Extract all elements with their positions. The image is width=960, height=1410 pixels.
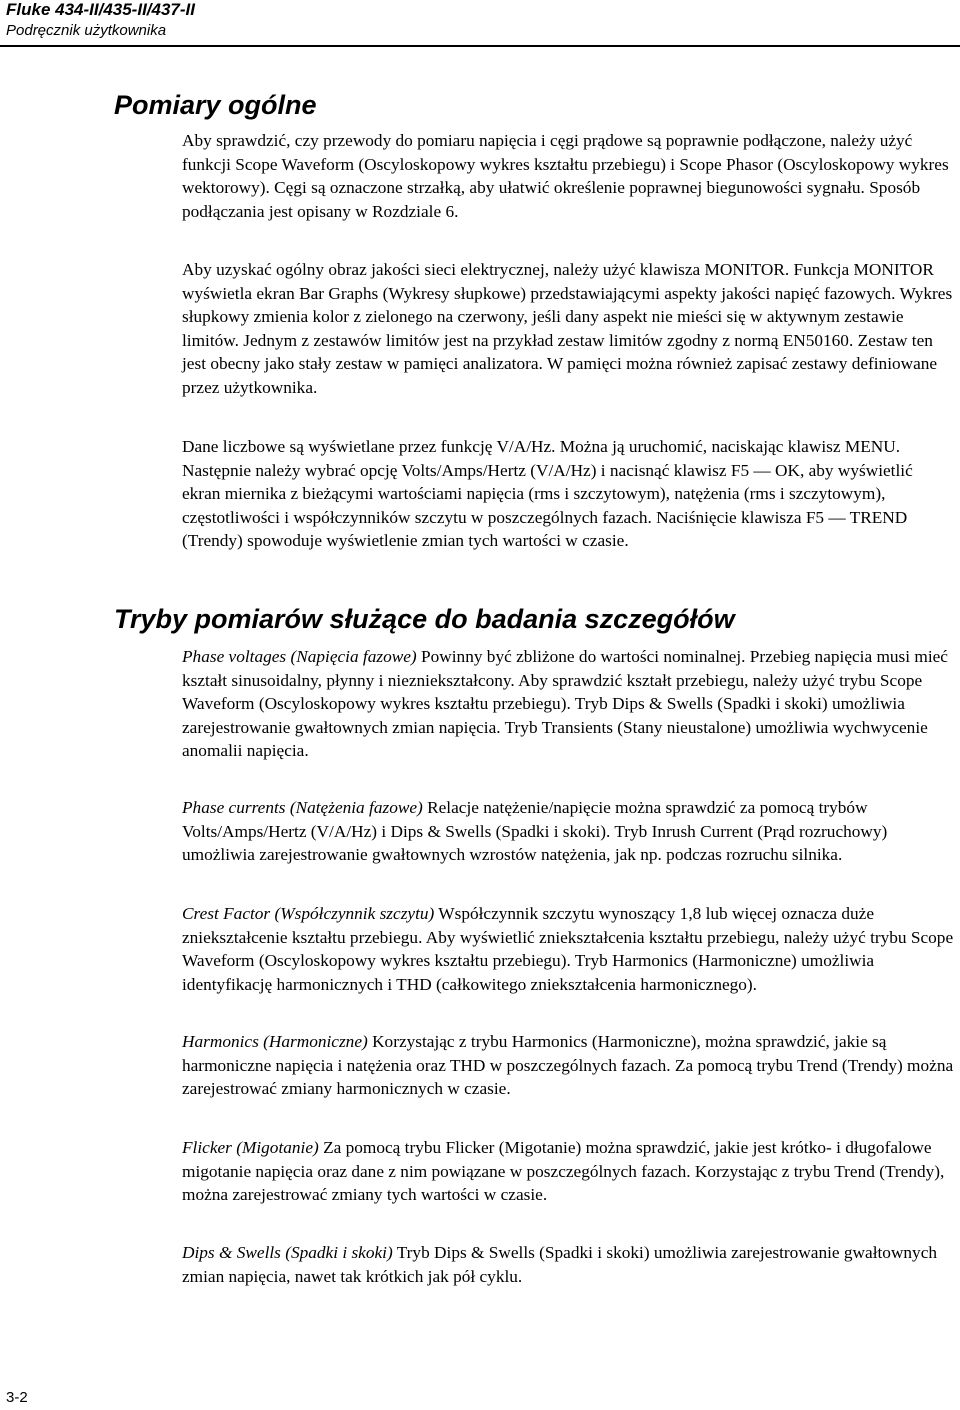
section-heading-general: Pomiary ogólne — [114, 90, 317, 120]
item-description: Współczynnik szczytu wynoszący 1,8 lub więcej oznacza duże zniekształcenie kształtu przebiegu. Aby wyświetlić zniekształcenia kształtu przebiegu, należy użyć trybu Scope Waveform (Oscyloskopowy wykres kształtu przebiegu). Tryb Harmonics (Harmoniczne) umożliwia identyfikację harmonicznych i THD (całkowitego zniekształcenia harmonicznego). — [182, 904, 954, 994]
document-subtitle: Podręcznik użytkownika — [6, 22, 167, 39]
item-description: Korzystając z trybu Harmonics (Harmoniczne), można sprawdzić, jakie są harmoniczne napięcia i natężenia oraz THD w poszczególnych fazach. Za pomocą trybu Trend (Trendy) można zarejestrować zmiany harmonicznych w czasie. — [182, 1032, 954, 1098]
paragraph-connection-check — [182, 129, 954, 223]
item-description: Powinny być zbliżone do wartości nominalnej. Przebieg napięcia musi mieć kształt sinusoidalny, płynny i niezniekształcony. Aby sprawdzić kształt przebiegu, należy użyć trybu Scope Waveform (Oscyloskopowy wykres kształtu przebiegu). Tryb Dips & Swells (Spadki i skoki) umożliwia zarejestrowanie gwałtownych zmian napięcia. Tryb Transients (Stany nieustalone) umożliwia wychwycenie anomalii napięcia. — [182, 647, 948, 760]
item-description: Tryb Dips & Swells (Spadki i skoki) umożliwia zarejestrowanie gwałtownych zmian napięcia, nawet tak krótkich jak pół cyklu. — [182, 1243, 938, 1286]
paragraph-text: Dane liczbowe są wyświetlane przez funkcję V/A/Hz. Można ją uruchomić, naciskając klawisz MENU. Następnie należy wybrać opcję Volts/Amps/Hertz (V/A/Hz) i nacisnąć klawisz F5 — OK, aby wyświetlić ekran miernika z bieżącymi wartościami napięcia (rms i szczytowym), natężenia (rms i szczytowym), częstotliwości i współczynników szczytu w poszczególnych fazach. Naciśnięcie klawisza F5 — TREND (Trendy) spowoduje wyświetlenie zmian tych wartości w czasie. — [182, 437, 913, 550]
item-flicker — [182, 1136, 954, 1207]
item-term: Harmonics (Harmoniczne) — [182, 1032, 368, 1051]
item-term: Flicker (Migotanie) — [182, 1138, 319, 1157]
paragraph-text: Aby uzyskać ogólny obraz jakości sieci elektrycznej, należy użyć klawisza MONITOR. Funkcja MONITOR wyświetla ekran Bar Graphs (Wykresy słupkowe) przedstawiającymi aspekty jakości napięć fazowych. Wykres słupkowy zmienia kolor z zielonego na czerwony, jeśli dany aspekt nie mieści się w aktywnym zestawie limitów. Jednym z zestawów limitów jest na przykład zestaw limitów zgodny z normą EN50160. Zestaw ten jest obecny jako stały zestaw w pamięci analizatora. W pamięci można również zapisać zestawy definiowane przez użytkownika. — [182, 260, 953, 397]
section-heading-detail-modes: Tryby pomiarów służące do badania szczegółów — [114, 604, 735, 634]
item-term: Crest Factor (Współczynnik szczytu) — [182, 904, 435, 923]
item-term: Dips & Swells (Spadki i skoki) — [182, 1243, 393, 1262]
item-term: Phase currents (Natężenia fazowe) — [182, 798, 423, 817]
item-phase-voltages — [182, 645, 954, 763]
document-title: Fluke 434-II/435-II/437-II — [6, 0, 195, 19]
item-description: Relacje natężenie/napięcie można sprawdzić za pomocą trybów Volts/Amps/Hertz (V/A/Hz) i Dips & Swells (Spadki i skoki). Tryb Inrush Current (Prąd rozruchowy) umożliwia zarejestrowanie gwałtownych wzrostów natężenia, jak np. podczas rozruchu silnika. — [182, 798, 888, 864]
paragraph-numeric-data — [182, 435, 954, 553]
item-harmonics — [182, 1030, 954, 1101]
item-dips-swells — [182, 1241, 954, 1288]
item-phase-currents — [182, 796, 954, 867]
paragraph-monitor — [182, 258, 954, 399]
page-number: 3-2 — [6, 1389, 28, 1406]
item-crest-factor — [182, 902, 954, 996]
item-term: Phase voltages (Napięcia fazowe) — [182, 647, 417, 666]
item-description: Za pomocą trybu Flicker (Migotanie) można sprawdzić, jakie jest krótko- i długofalowe migotanie napięcia oraz dane z nim powiązane w poszczególnych fazach. Korzystając z trybu Trend (Trendy), można zarejestrować zmiany tych wartości w czasie. — [182, 1138, 945, 1204]
paragraph-text: Aby sprawdzić, czy przewody do pomiaru napięcia i cęgi prądowe są poprawnie podłączone, należy użyć funkcji Scope Waveform (Oscyloskopowy wykres kształtu przebiegu) i Scope Phasor (Oscyloskopowy wykres wektorowy). Cęgi są oznaczone strzałką, aby ułatwić określenie poprawnej biegunowości sygnału. Sposób podłączania jest opisany w Rozdziale 6. — [182, 131, 949, 221]
header-divider — [0, 45, 960, 47]
